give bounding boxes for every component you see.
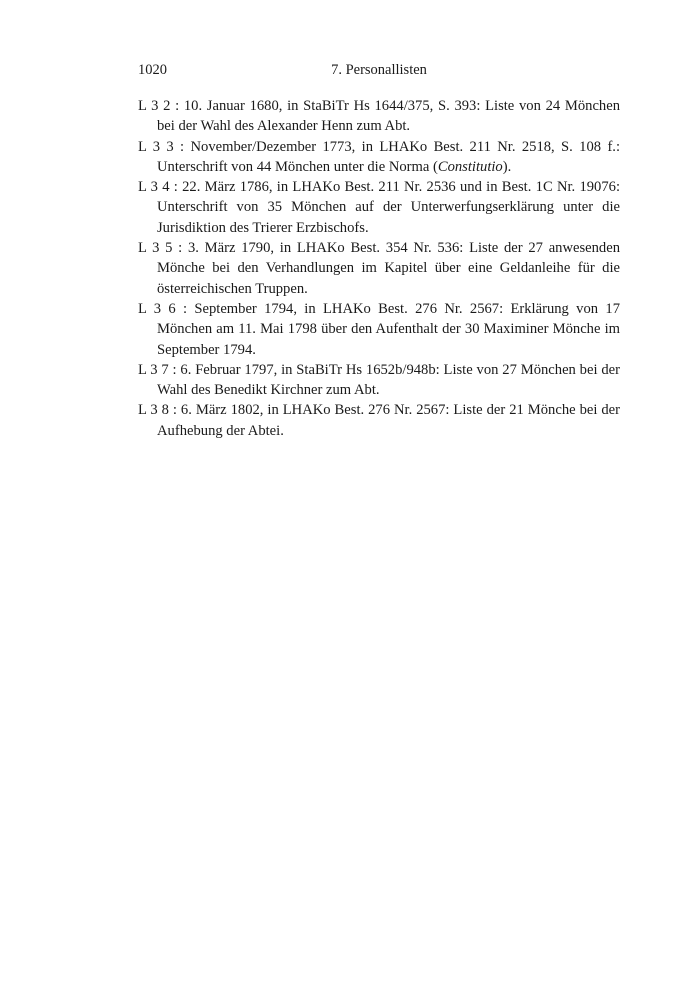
entry-code: L 3 5 : xyxy=(138,240,183,257)
entry-italic-term: Constitutio xyxy=(437,158,503,175)
entry-code: L 3 7 : xyxy=(138,361,177,378)
entry-code: L 3 3 : xyxy=(138,138,185,155)
list-entry-l34 xyxy=(138,177,620,238)
page-header xyxy=(138,62,620,82)
entry-code: L 3 6 : xyxy=(138,300,188,317)
list-entry-l32 xyxy=(138,96,620,137)
personnel-list xyxy=(138,96,620,441)
entry-text-after: ). xyxy=(502,158,512,175)
list-entry-l36 xyxy=(138,299,620,360)
entry-text: November/Dezember 1773, in LHAKo Best. 211 Nr. 2518, S. 108 f.: Unterschrift von 44 Mönchen unter die Norma ( xyxy=(157,138,621,175)
entry-code: L 3 2 : xyxy=(138,98,180,114)
list-entry-l33 xyxy=(138,137,620,178)
entry-code: L 3 8 : xyxy=(138,402,177,419)
entry-text: 6. Februar 1797, in StaBiTr Hs 1652b/948b: Liste von 27 Mönchen bei der Wahl des Benedikt Kirchner zum Abt. xyxy=(157,361,620,399)
entry-text: September 1794, in LHAKo Best. 276 Nr. 2567: Erklärung von 17 Mönchen am 11. Mai 1798 über den Aufenthalt der 30 Maximiner Mönche im September 1794. xyxy=(157,300,620,358)
entry-code: L 3 4 : xyxy=(138,179,178,196)
entry-text: 3. März 1790, in LHAKo Best. 354 Nr. 536: Liste der 27 anwesenden Mönche bei den Verhandlungen im Kapitel über eine Geldanleihe für die österreichischen Truppen. xyxy=(157,240,621,297)
list-entry-l35 xyxy=(138,238,620,299)
entry-text: 6. März 1802, in LHAKo Best. 276 Nr. 2567: Liste der 21 Mönche bei der Aufhebung der Abtei. xyxy=(157,402,621,439)
entry-text: 10. Januar 1680, in StaBiTr Hs 1644/375, S. 393: Liste von 24 Mönchen bei der Wahl des Alexander Henn zum Abt. xyxy=(157,98,621,135)
running-title: 7. Personallisten xyxy=(331,62,427,78)
list-entry-l37 xyxy=(138,360,620,401)
list-entry-l38 xyxy=(138,400,620,441)
entry-text: 22. März 1786, in LHAKo Best. 211 Nr. 2536 und in Best. 1C Nr. 19076: Unterschrift von 35 Mönchen auf der Unterwerfungserklärung unter die Jurisdiktion des Trierer Erzbischofs. xyxy=(157,179,621,236)
page-number: 1020 xyxy=(138,62,167,78)
